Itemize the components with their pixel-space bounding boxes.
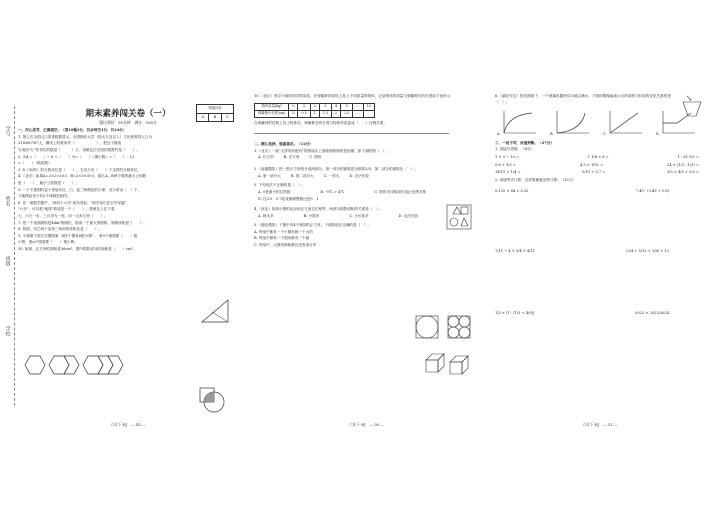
score-box-head: 等级评价 [197, 105, 233, 114]
question-line: 10. 如图，正方形的面积是36cm²，圆中阴影部分的面积是（ ）cm²。 [18, 246, 137, 251]
question-line: 七、六尺一步、三百步为一里，问一百步几里（ ）。 [18, 213, 108, 218]
table-cell: 0 [289, 103, 298, 110]
table-cell: 物体质量(kg) [255, 103, 289, 110]
calc-row [495, 249, 705, 255]
score-box [196, 104, 234, 122]
question-line: 小棒，第n个图需要（ ）根小棒。 [18, 240, 78, 245]
exam-page-1 [4, 86, 238, 428]
page-footer: 六年下·RJ — 50 — [348, 422, 385, 428]
shape-options-figure [446, 204, 472, 230]
choice-option: A. 阿米多 [258, 213, 274, 218]
table-cell: 2 [332, 110, 341, 117]
mental-item: 0.6 + 1/5 = [495, 162, 516, 167]
choice-option: D. 无法比较 [398, 213, 419, 218]
question-line: 7. 把一个表面面积是4dm²的圆柱，削成一个最大的圆锥，圆锥体积是（ ）。 [18, 220, 148, 225]
choice-option: B. 小圆多 [303, 213, 320, 218]
calc-item: 1/2 × (1 - (1/3 + 4/9)) [495, 310, 535, 315]
choice-option: A. 长方形 [258, 155, 274, 160]
table-cell: 1.5 [319, 110, 331, 117]
table-cell: 3 [319, 103, 331, 110]
section-2-heading: 二、精心选择，慎重裁决。（12分） [254, 142, 313, 147]
score-cell-c: C [226, 114, 229, 119]
table-cell: 10 [363, 103, 374, 110]
table-cell: 0.5 [298, 110, 310, 117]
question-line: 1. 第七次全国人口普查数据显示，全国拥有大学（指大专及以上）文化程度的人口为 [18, 134, 152, 139]
section-3-sub2: 2. 用递等式计算，怎样简便就怎样计算。（12分） [495, 177, 577, 182]
choice-question-text: 5.（湖北模拟）下图中有4个相同的正方体，下面的说法正确的是（ ）。 [254, 223, 372, 228]
choice-option: C. 小长体多 [349, 213, 369, 218]
funnel-container-figure [681, 94, 703, 118]
table-cell: 弹簧伸长长度(cm) [255, 110, 289, 117]
table-cell: 0 [289, 110, 298, 117]
choice-question-text: 1.（北京）一款"大饼形状配对"的游戏从上面看到的图形是如图，如下面的图（ ）。 [254, 148, 391, 153]
question-line: 6. 在一道数学题中，"神舟十六号"成功发射，"科学家们在空中穿越"， [18, 200, 130, 205]
side-label-name: 姓名 [4, 196, 11, 206]
calc-item: (3/4 + 5/12 + 1/6) × 12 [626, 248, 669, 253]
choice-option: B. 第二部分大 [290, 173, 314, 178]
table-cell: … [353, 103, 363, 110]
score-cell-a: A [197, 114, 209, 121]
graph-option-a [497, 109, 538, 138]
choice-option: D. 比3.5：0.7化成最简整数比是5：1 [258, 197, 319, 202]
spring-data-table [254, 103, 375, 118]
exam-title: 期末素养闯关卷（一） [85, 109, 171, 119]
calc-item: 0.125 × 64 × 0.25 [495, 189, 529, 194]
mental-row [495, 155, 705, 161]
hexagon-matchstick-figure [24, 354, 124, 378]
graph-c-icon [608, 109, 644, 135]
question-line: 8. 如图，甲乙两个直角三角形的体积比是（ ）。 [18, 227, 102, 232]
graph-option-label: D. [655, 132, 660, 137]
mental-item: 24 × (1/2 - 1/3) = [667, 162, 699, 167]
calc-item: 2023 × 2023/2024 [635, 310, 669, 315]
side-label-student-id: 学号 [4, 126, 11, 136]
table-cell: 1 [310, 110, 319, 117]
table-cell: 4 [332, 103, 341, 110]
table-row [255, 103, 375, 110]
score-cell-b: B [209, 114, 221, 121]
choice-option: C. 一样大 [323, 173, 340, 178]
question-line: 才能保证至少有2个球颜色相同。 [18, 194, 71, 199]
choice-option: A. 第一部分大 [258, 173, 281, 178]
choice-question-text: 4.（河北）如图小圆的直径和正方形边长相等，两部分阴影面积的关系是（ ）。 [254, 206, 384, 211]
question-line: 218360767人，横线上的数读作（ ），把这个数改 [18, 141, 122, 146]
exam-page-2 [254, 86, 479, 426]
mental-item: 3/10 + 0.7 = [582, 170, 606, 175]
question-line: 9. 小林做下面方式摆图案（第1个图有6根小棒），第9个图需要（ ）根 [18, 233, 138, 238]
table-cell [363, 110, 374, 117]
section-3-sub1: 1. 直接写得数。（6分） [495, 147, 535, 152]
question-6-text: 6.（湖北东宝）阳光照射下，一个玻璃容器里均匀地注满水，下面的图像能表示水的高度与时间的变化关系的是（ ）。 [495, 94, 671, 104]
choice-question [254, 167, 479, 179]
choice-option: C. 每组中，大圆形面积都比没有部分多 [254, 242, 317, 247]
work-space [495, 261, 705, 305]
circle-in-square-figure [414, 314, 474, 340]
choice-question-text: 3. 下列说法不正确的是（ ）。 [254, 183, 306, 188]
section-1-heading: 一、用心思考，正确填空。（第10题3分，其余每空1分，共24分） [18, 128, 127, 133]
choice-option: A. 每组中都有一个小圆形都一个大的 [254, 229, 313, 234]
question-10-text: 10.（北京）科学小组的同学做实验，在弹簧秤的挂钩上挂上不同质量的物体，记录物体的质量与弹簧伸长的长度如下表所示： [254, 94, 454, 98]
table-cell: 1 [298, 103, 310, 110]
table-row [255, 110, 375, 117]
graph-option-label: B. [549, 132, 554, 137]
cube-figure [422, 348, 472, 378]
question-line: 3. 4（米/时）的分数单位是（ ），它至少有（ ）个这样的分数单位。 [18, 167, 142, 172]
question-line: 4.（北京）如果A=2×2×3×5，B=2×3×3×5，那么A，B两个数的最大公因数 [18, 174, 147, 179]
choice-option: C. 圆的半径和周长成正比例关系 [374, 189, 427, 194]
mental-item: 3 × 3 ÷ 10 = [495, 154, 519, 159]
exam-meta: 建议用时：90分钟 满分：100分 [99, 119, 157, 125]
answer-line [254, 127, 449, 134]
square-circle-figure [198, 386, 226, 414]
exam-page-3 [495, 86, 705, 426]
graph-b-icon [555, 109, 591, 135]
choice-question [254, 183, 479, 203]
mental-item: 3/5 × 4/5 × 5/3 = [666, 170, 699, 175]
page1-questions [18, 135, 238, 253]
mental-row [495, 163, 705, 169]
choice-option: B. 正方形 [283, 155, 300, 160]
question-line: 2. 3/4 =（ ）÷ 8 =（ ）%=（ ）（填小数）=（ ）：12 [18, 154, 135, 159]
table-cell: … [353, 110, 363, 117]
calc-row [495, 311, 705, 317]
question-line: 写成用"万"作单位的数是（ ）万，省略亿位后面的尾数约是（ ）。 [18, 147, 140, 152]
side-label-class: 班级 [4, 256, 11, 266]
choice-question-text: 2.（南通模拟）把一张长方形纸分成两部分，第一部分的面积是全纸的2/5，第二部分的面积比（ ）。 [254, 166, 418, 171]
mental-item: 1 - 61.5% = [677, 154, 699, 159]
table-cell: 2 [310, 103, 319, 110]
graph-a-icon [502, 109, 538, 135]
mental-item: 4.3 × 10% = [579, 162, 604, 167]
page-footer: 六年下·RJ — 49 — [110, 422, 146, 428]
mental-item: 1 1/8 × 8 = [587, 154, 609, 159]
graph-option-b [550, 109, 591, 138]
triangle-figure [200, 298, 230, 324]
side-label-school: 学校 [4, 326, 11, 336]
graph-option-label: A. [497, 132, 501, 137]
question-line: =（ ）（填成数） [18, 161, 52, 166]
mental-math-grid [495, 155, 705, 176]
table-cell: 2.5 [341, 110, 353, 117]
binding-margin [4, 106, 15, 406]
choice-question [254, 149, 479, 161]
graph-option-label: C. [602, 132, 607, 137]
question-10-tail: 在弹簧秤的挂钩上挂上物体后，弹簧伸长的长度与物体的质量成（ ）比例关系。 [254, 120, 387, 125]
choice-option: B. -5℃ > 4℃ [320, 189, 345, 194]
graph-option-c [603, 109, 644, 138]
calc-item: 7/11 ÷ 4 + 3/4 × 4/11 [495, 248, 536, 253]
section-3-heading: 三、一丝不苟，快速判断。（27分） [495, 140, 554, 145]
mental-item: 14/15 × 1/4 = [495, 170, 521, 175]
graph-options [497, 109, 697, 138]
calc-row [495, 189, 705, 195]
choice-option: D. 无法比较 [349, 173, 369, 178]
question-line: 5. 一个不透明的袋子里装有红、白、蓝三种颜色的小球，至少拿出（ ）个， [18, 187, 142, 192]
page-footer: 六年下·RJ — 51 — [582, 422, 618, 428]
mental-row [495, 170, 705, 176]
choice-option: B. 每组中都有一个圆形都有一个画 [254, 236, 310, 241]
calc-item: 7.49 - (3.49 + 1.8) [635, 189, 669, 194]
question-line: "六年"，可以把"地球"看成是一个（ ）。按照从上往下看， [18, 207, 119, 212]
question-line: 是（ ），最小公倍数是（ ）。 [18, 180, 80, 185]
choice-option: C. 圆形 [309, 155, 322, 160]
work-space [495, 201, 705, 243]
table-cell: 5 [341, 103, 353, 110]
choice-option: A. 0是最小的自然数 [258, 189, 291, 194]
